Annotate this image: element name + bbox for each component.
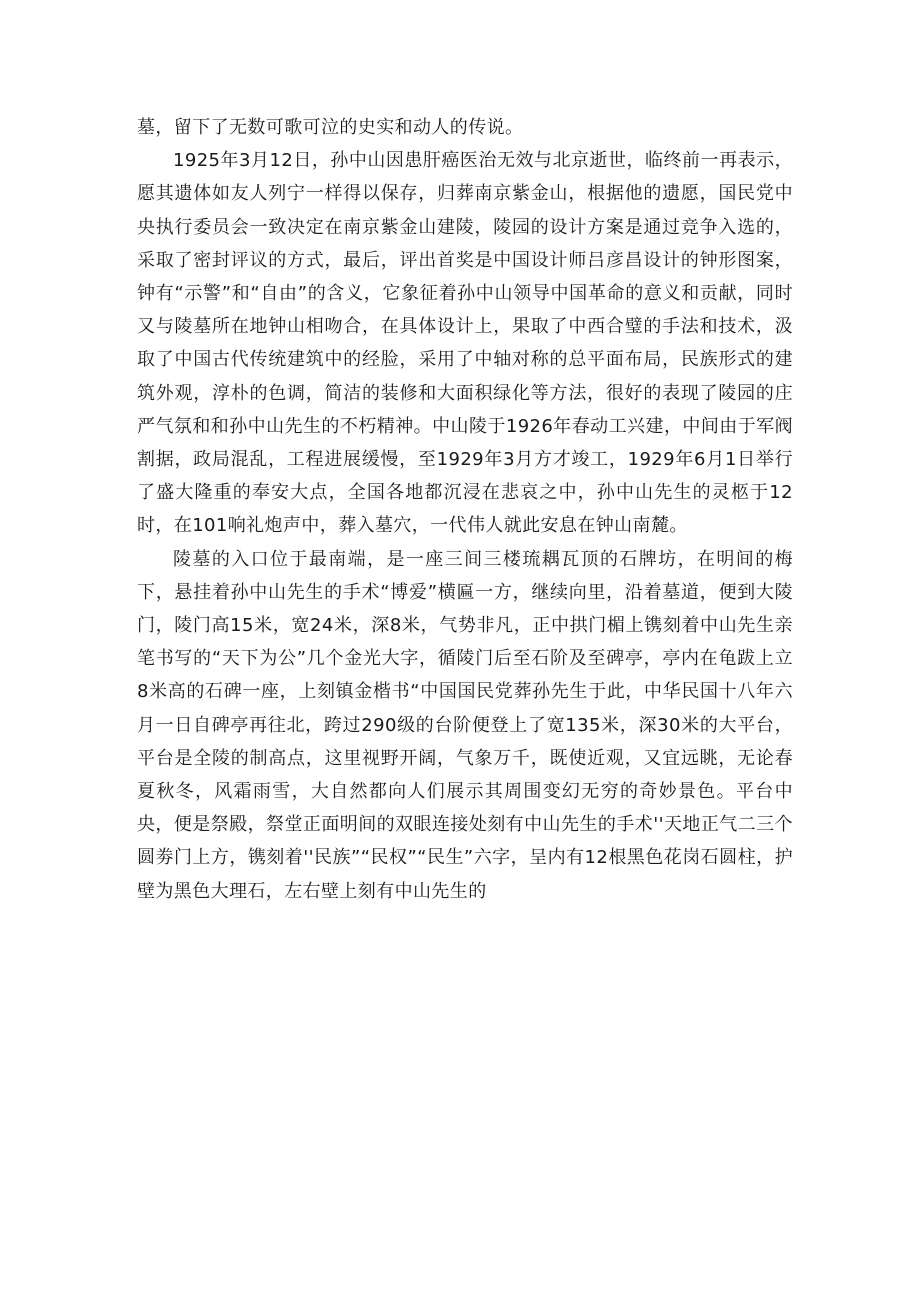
paragraph-1: 墓，留下了无数可歌可泣的史实和动人的传说。 — [137, 117, 524, 138]
document-body — [137, 111, 793, 908]
paragraph-2: 1925年3月12日，孙中山因患肝癌医治无效与北京逝世，临终前一再表示，愿其遗体如友人列宁一样得以保存，归葬南京紫金山，根据他的遗愿，国民党中央执行委员会一致决定在南京紫金山建陵，陵园的设计方案是通过竞争入选的，采取了密封评议的方式，最后，评出首奖是中国设计师吕彦昌设计的钟形图案，钟有“示警”和“自由”的含义，它象征着孙中山领导中国革命的意义和贡献，同时又与陵墓所在地钟山相吻合，在具体设计上，果取了中西合璧的手法和技术，汲取了中国古代传统建筑中的经脸，采用了中轴对称的总平面布局，民族形式的建筑外观，淳朴的色调，简洁的装修和大面积绿化等方法，很好的表现了陵园的庄严气氛和和孙中山先生的不朽精神。中山陵于1926年春动工兴建，中间由于军阀割据，政局混乱，工程进展缓慢，至1929年3月方才竣工，1929年6月1日举行了盛大隆重的奉安大点，全国各地都沉浸在悲哀之中，孙中山先生的灵柩于12时，在101响礼炮声中，葬入墓穴，一代伟人就此安息在钟山南麓。 — [137, 150, 793, 537]
paragraph-3: 陵墓的入口位于最南端，是一座三间三楼琉耦瓦顶的石牌坊，在明间的梅下，悬挂着孙中山先生的手术“博爱”横匾一方，继续向里，沿着墓道，便到大陵门，陵门高15米，宽24米，深8米，气势非凡，正中拱门楣上镌刻着中山先生亲笔书写的“天下为公”几个金光大字，循陵门后至石阶及至碑亭，亭内在龟跋上立8米高的石碑一座，上刻镇金楷书“中国国民党葬孙先生于此，中华民国十八年六月一日自碑亭再往北，跨过290级的台阶便登上了宽135米，深30米的大平台，平台是全陵的制高点，这里视野开阔，气象万千，既使近观，又宜远眺，无论春夏秋冬，风霜雨雪，大自然都向人们展示其周围变幻无穷的奇妙景色。平台中央，便是祭殿，祭堂正面明间的双眼连接处刻有中山先生的手术''天地正气二三个圆劵门上方，镌刻着''民族”“民权”“民生”六字，呈内有12根黑色花岗石圆柱，护壁为黑色大理石，左右壁上刻有中山先生的 — [137, 548, 793, 902]
